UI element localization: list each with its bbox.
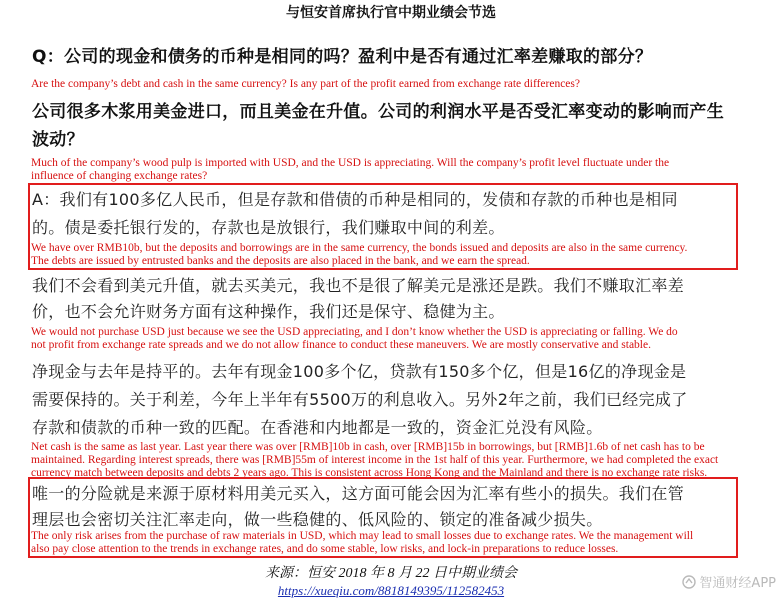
answer-3-en-line-2: maintained. Regarding interest spreads, there was [RMB]55m of interest income in the 1st half of this year. Furthermore, we had completed the exact (31, 454, 719, 466)
watermark-logo-icon (682, 575, 696, 589)
answer-4-en-line-1: The only risk arises from the purchase of raw materials in USD, which may lead to small losses due to exchange rates. We the management will (31, 530, 694, 542)
answer-2-cn-line-1: 我们不会看到美元升值，就去买美元，我也不是很了解美元是涨还是跌。我们不赚取汇率差 (32, 276, 685, 295)
answer-4-cn-line-1: 唯一的分险就是来源于原材料用美元买入，这方面可能会因为汇率有些小的损失。我们在管 (32, 484, 685, 503)
answer-3-en-line-3: currency match between deposits and debts 2 years ago. This is consistent across Hong Kong and the Mainland and there is no exchange rate risks. (31, 467, 708, 479)
answer-1-cn-line-2: 的。债是委托银行发的，存款也是放银行，我们赚取中间的利差。 (32, 218, 505, 237)
question-2-cn-line-2: 波动？ (32, 130, 84, 150)
answer-4-en-line-2: also pay close attention to the trends in exchange rates, and do some stable, low risks, and lock-in preparations to reduce losses. (31, 543, 619, 555)
watermark-text: 智通财经APP (699, 576, 776, 591)
source-caption: 来源：恒安 2018 年 8 月 22 日中期业绩会 (265, 566, 517, 581)
answer-1-en-line-1: We have over RMB10b, but the deposits and borrowings are in the same currency, the bonds issued and deposits are also in the same currency. (31, 242, 688, 254)
answer-3-en-line-1: Net cash is the same as last year. Last year there was over [RMB]10b in cash, over [RMB]15b in borrowings, but [RMB]1.6b of net cash has to be (31, 441, 705, 453)
page-title: 与恒安首席执行官中期业绩会节选 (286, 5, 496, 21)
answer-2-en-line-1: We would not purchase USD just because we see the USD appreciating, and I don’t know whether the USD is appreciating or falling. We do (31, 326, 678, 338)
answer-3-cn-line-3: 存款和债款的币种一致的匹配。在香港和内地都是一致的，资金汇兑没有风险。 (32, 418, 603, 437)
question-1-cn: Q：公司的现金和债务的币种是相同的吗？盈利中是否有通过汇率差赚取的部分？ (32, 47, 653, 67)
answer-1-cn-line-1: A：我们有100多亿人民币，但是存款和借债的币种是相同的，发债和存款的币种也是相同 (32, 190, 678, 209)
source-link[interactable]: https://xueqiu.com/8818149395/112582453 (277, 583, 505, 598)
question-2-cn-line-1: 公司很多木浆用美金进口，而且美金在升值。公司的利润水平是否受汇率变动的影响而产生 (32, 102, 724, 122)
answer-2-cn-line-2: 价，也不会允许财务方面有这种操作，我们还是保守、稳健为主。 (32, 302, 505, 321)
question-2-en-line-2: influence of changing exchange rates? (31, 170, 208, 182)
question-2-en-line-1: Much of the company’s wood pulp is imported with USD, and the USD is appreciating. Will the company’s profit level fluctuate under the (31, 157, 670, 169)
answer-3-cn-line-2: 需要保持的。关于利差，今年上半年有5500万的利息收入。另外2年之前，我们已经完成了 (32, 390, 688, 409)
answer-3-cn-line-1: 净现金与去年是持平的。去年有现金100多个亿，贷款有150多个亿，但是16亿的净现金是 (32, 362, 687, 381)
answer-4-cn-line-2: 理层也会密切关注汇率走向，做一些稳健的、低风险的、锁定的准备减少损失。 (32, 510, 603, 529)
answer-1-en-line-2: The debts are issued by entrusted banks and the deposits are also placed in the bank, and we earn the spread. (31, 255, 530, 267)
watermark (682, 572, 776, 591)
answer-2-en-line-2: not profit from exchange rate spreads and we do not allow finance to conduct these maneuvers. We are mostly conservative and stable. (31, 339, 651, 351)
question-1-en: Are the company’s debt and cash in the same currency? Is any part of the profit earned from exchange rate differences? (31, 78, 580, 90)
